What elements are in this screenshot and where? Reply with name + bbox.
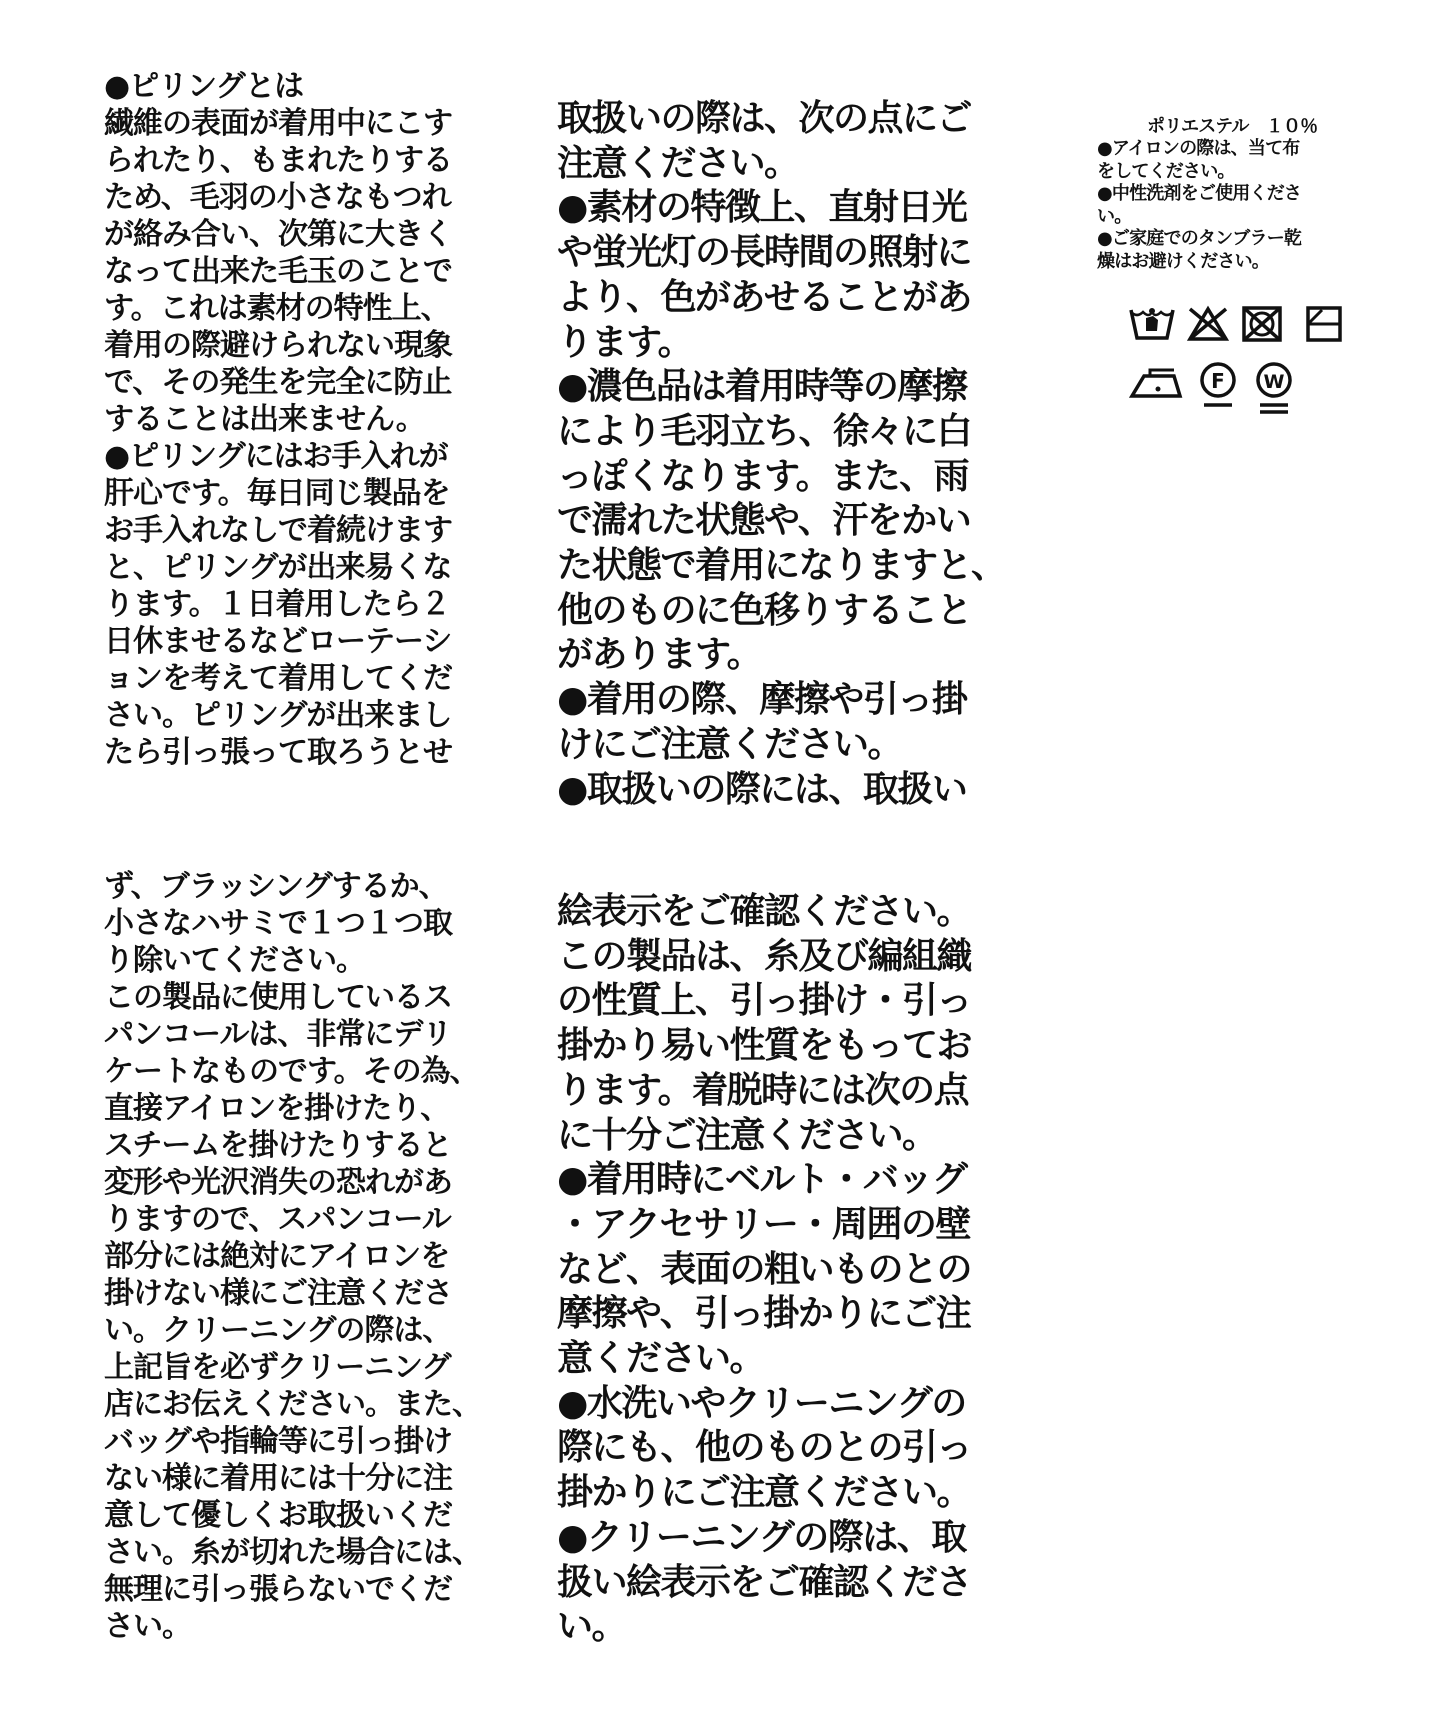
text-line: パンコールは、非常にデリ xyxy=(104,1017,452,1052)
text-line: より、色があせることがあ xyxy=(557,276,972,318)
text-line: 絵表示をご確認ください。 xyxy=(557,891,972,932)
no-tumble-dry-icon xyxy=(1240,304,1284,344)
text-line: ため、毛羽の小さなもつれ xyxy=(104,180,451,215)
wet-clean-w-icon xyxy=(1252,358,1296,420)
text-line: ります。１日着用したら２ xyxy=(104,587,450,622)
text-line: と、ピリングが出来易くな xyxy=(104,550,452,585)
handling-text-bottom xyxy=(557,890,971,1650)
text-line: に十分ご注意ください。 xyxy=(557,1114,937,1156)
text-line: 店にお伝えください。また、 xyxy=(104,1387,481,1422)
pilling-text-bottom xyxy=(104,868,481,1645)
care-label-text xyxy=(1097,116,1318,273)
care-text-line: 燥はお避けください。 xyxy=(1097,250,1269,272)
text-line: さい。 xyxy=(104,1609,191,1644)
text-line: 掛けない様にご注意くださ xyxy=(104,1276,452,1311)
text-line: や蛍光灯の長時間の照射に xyxy=(557,232,972,274)
text-line: 変形や光沢消失の恐れがあ xyxy=(104,1165,452,1200)
text-line: 繊維の表面が着用中にこす xyxy=(104,106,452,141)
text-line: があります。 xyxy=(557,634,762,676)
text-line: ●水洗いやクリーニングの xyxy=(557,1382,966,1424)
dry-clean-f-icon xyxy=(1196,358,1240,414)
text-line: が絡み合い、次第に大きく xyxy=(104,217,452,252)
text-line: す。これは素材の特性上、 xyxy=(104,291,450,326)
text-line: けにご注意ください。 xyxy=(557,723,903,765)
text-line: スチームを掛けたりすると xyxy=(104,1128,452,1163)
text-line: さい。ピリングが出来まし xyxy=(104,698,452,733)
text-line: 着用の際避けられない現象 xyxy=(104,328,452,363)
text-line: い。 xyxy=(557,1606,627,1648)
text-line: 際にも、他のものとの引っ xyxy=(557,1427,972,1469)
care-text-line: をしてください。 xyxy=(1097,160,1235,182)
text-line: この製品は、糸及び編組織 xyxy=(557,935,972,977)
text-line: 小さなハサミで１つ１つ取 xyxy=(104,906,452,941)
text-line: 上記旨を必ずクリーニング xyxy=(104,1350,451,1385)
care-text-line: ●アイロンの際は、当て布 xyxy=(1097,138,1300,159)
care-symbols xyxy=(1128,304,1368,424)
text-line: することは出来ません。 xyxy=(104,402,425,437)
care-text-line: ●中性洗剤をご使用くださ xyxy=(1097,183,1302,204)
text-line: ●着用の際、摩擦や引っ掛 xyxy=(557,679,967,721)
text-line: たら引っ張って取ろうとせ xyxy=(104,735,452,770)
iron-low-icon xyxy=(1128,362,1184,402)
text-line: この製品に使用しているス xyxy=(104,980,452,1015)
text-line: り除いてください。 xyxy=(104,943,365,978)
text-line: ります。着脱時には次の点 xyxy=(557,1069,969,1111)
text-line: ●着用時にベルト・バッグ xyxy=(557,1159,967,1201)
text-line: 取扱いの際は、次の点にご xyxy=(557,98,972,139)
line-dry-shade-icon xyxy=(1304,304,1344,344)
svg-text:F: F xyxy=(1211,369,1225,393)
text-line: た状態で着用になりますと、 xyxy=(557,545,1006,587)
text-line: 他のものに色移りすること xyxy=(557,589,972,631)
text-line: 意ください。 xyxy=(557,1338,765,1380)
text-line: お手入れなしで着続けます xyxy=(104,513,452,548)
text-line: バッグや指輪等に引っ掛け xyxy=(104,1424,452,1459)
text-line: の性質上、引っ掛け・引っ xyxy=(557,980,972,1022)
text-line: い。クリーニングの際は、 xyxy=(104,1313,452,1348)
care-text-line: い。 xyxy=(1097,205,1132,227)
care-text-line: ●ご家庭でのタンブラー乾 xyxy=(1097,228,1302,249)
text-line: ります。 xyxy=(557,321,693,363)
text-line: られたり、もまれたりする xyxy=(104,143,452,178)
text-line: ケートなものです。その為、 xyxy=(104,1054,479,1089)
text-line: りますので、スパンコール xyxy=(104,1202,451,1237)
text-line: 肝心です。毎日同じ製品を xyxy=(104,476,450,511)
text-line: さい。糸が切れた場合には、 xyxy=(104,1535,481,1570)
text-line: 部分には絶対にアイロンを xyxy=(104,1239,450,1274)
no-bleach-icon xyxy=(1186,304,1230,344)
text-line: 扱い絵表示をご確認くださ xyxy=(557,1561,972,1603)
text-line: ●ピリングにはお手入れが xyxy=(104,439,448,474)
text-line: 意して優しくお取扱いくだ xyxy=(104,1498,452,1533)
text-line: 摩擦や、引っ掛かりにご注 xyxy=(557,1293,971,1335)
text-line: ●素材の特徴上、直射日光 xyxy=(557,187,967,229)
text-line: 日休ませるなどローテーシ xyxy=(104,624,452,659)
text-line: ョンを考えて着用してくだ xyxy=(104,661,452,696)
text-line: で濡れた状態や、汗をかい xyxy=(557,500,971,542)
text-line: っぽくなります。また、雨 xyxy=(557,455,969,497)
handling-text-top xyxy=(557,97,1006,812)
text-line: ●ピリングとは xyxy=(104,69,304,104)
clipped-composition-line: ポリエステル １０％ xyxy=(1147,116,1318,137)
hand-wash-icon xyxy=(1128,304,1176,344)
text-line: ・アクセサリー・周囲の壁 xyxy=(557,1203,970,1245)
text-line: 無理に引っ張らないでくだ xyxy=(104,1572,452,1607)
text-line: など、表面の粗いものとの xyxy=(557,1248,972,1290)
text-line: 掛かり易い性質をもってお xyxy=(557,1025,972,1067)
text-line: ●取扱いの際には、取扱い xyxy=(557,768,967,810)
text-line: ●クリーニングの際は、取 xyxy=(557,1516,966,1558)
text-line: ず、ブラッシングするか、 xyxy=(104,869,448,904)
pilling-text-top xyxy=(104,68,452,771)
text-line: 掛かりにご注意ください。 xyxy=(557,1472,972,1514)
text-line: で、その発生を完全に防止 xyxy=(104,365,452,400)
svg-text:W: W xyxy=(1263,371,1285,393)
text-line: 注意ください。 xyxy=(557,142,799,184)
text-line: ●濃色品は着用時等の摩擦 xyxy=(557,366,967,408)
text-line: ない様に着用には十分に注 xyxy=(104,1461,452,1496)
text-line: なって出来た毛玉のことで xyxy=(104,254,452,289)
text-line: により毛羽立ち、徐々に白 xyxy=(557,410,972,452)
text-line: 直接アイロンを掛けたり、 xyxy=(104,1091,450,1126)
